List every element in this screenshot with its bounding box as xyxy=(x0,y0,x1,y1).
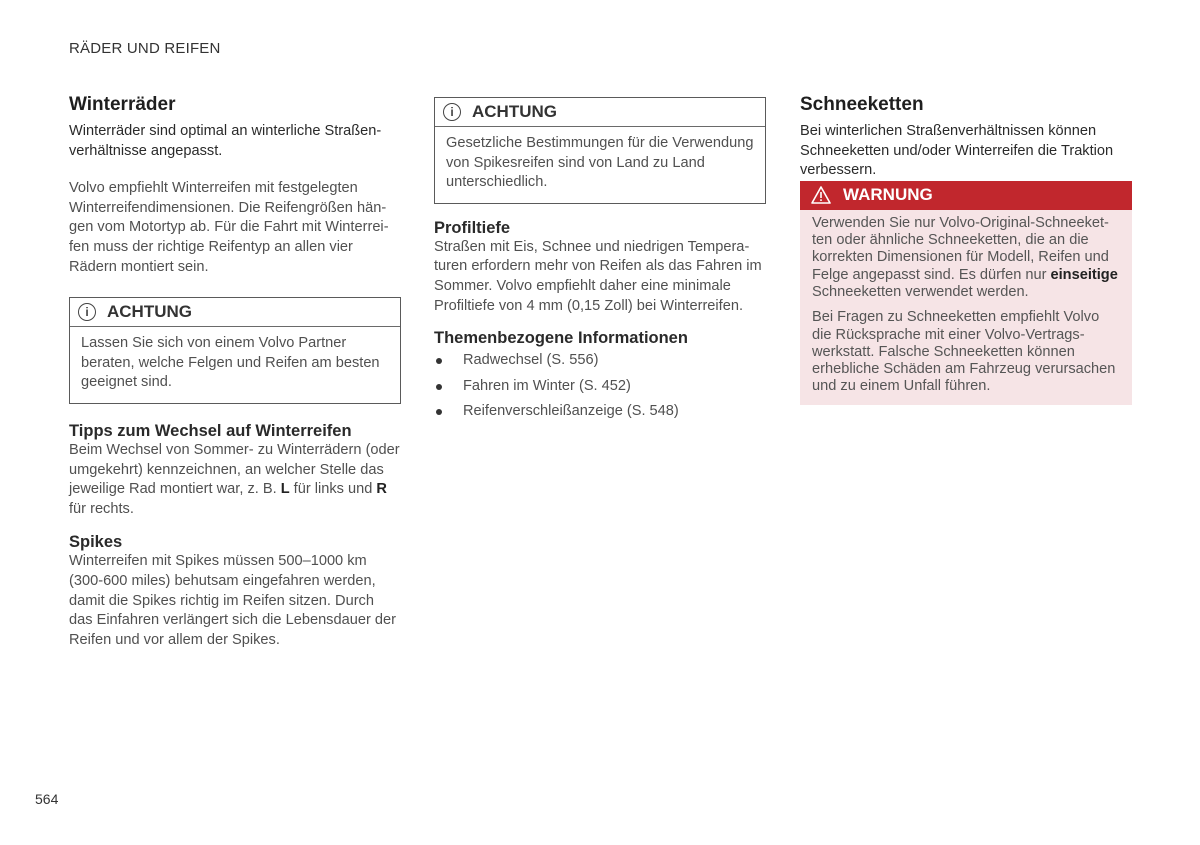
spikes-paragraph: Winterreifen mit Spikes müssen 500–1000 km (300-600 miles) behutsam eingefahren werden, damit die Spikes richtig im Reifen sitzen. Durch das Einfahren verlängert sich die Lebensdauer der Reifen und vor allem der Spikes. xyxy=(69,553,396,648)
achtung-text: Lassen Sie sich von einem Volvo Partner beraten, welche Felgen und Reifen am besten geeignet sind. xyxy=(81,335,380,391)
tipps-text-2: für links und xyxy=(289,481,377,498)
schneeketten-lead: Bei winterlichen Straßenverhältnissen können Schneeketten und/oder Winterreifen die Traktion verbessern. xyxy=(800,123,1114,179)
info-icon: i xyxy=(443,103,461,121)
section-title-schneeketten: Schneeketten xyxy=(800,94,924,115)
tipps-text-1: Beim Wechsel von Sommer- zu Winterrädern (oder umgekehrt) kennzeichnen, an welcher Stelle das jeweilige Rad montiert war, z. B. xyxy=(69,441,400,498)
achtung-box-2 xyxy=(434,97,766,204)
related-link[interactable]: Reifenverschleißanzeige (S. 548) xyxy=(463,403,679,420)
tipps-text-3: für rechts. xyxy=(69,500,134,517)
lead-paragraph: Winterräder sind optimal an winterliche Straßenverhältnisse angepasst. xyxy=(69,123,382,159)
list-item[interactable] xyxy=(434,374,766,400)
related-link[interactable]: Fahren im Winter (S. 452) xyxy=(463,377,631,394)
list-item[interactable] xyxy=(434,399,766,425)
list-item[interactable] xyxy=(434,348,766,374)
warnung-text-a: Verwenden Sie nur Volvo-Original-Schneeketten oder ähnliche Schneeketten, die an die korrekten Dimensionen für Modell, Reifen und Felge angepasst sind. Es dürfen nur xyxy=(812,214,1109,283)
warnung-text-b: Schneeketten verwendet werden. xyxy=(812,283,1029,300)
column-profiltiefe xyxy=(434,97,766,425)
section-title-winterraeder: Winterräder xyxy=(69,94,176,115)
warning-triangle-icon xyxy=(811,186,831,204)
warnung-title: WARNUNG xyxy=(843,185,933,205)
achtung-text-2: Gesetzliche Bestimmungen für die Verwendung von Spikesreifen sind von Land zu Land unterschiedlich. xyxy=(446,135,754,191)
intro-paragraph: Volvo empfiehlt Winterreifen mit festgelegten Winterreifendimensionen. Die Reifengrößen hängen vom Motortyp ab. Für die Fahrt mit Winterreifen muss der richtige Reifentyp an allen vier Rädern montiert sein. xyxy=(69,180,389,275)
column-schneeketten xyxy=(800,94,1132,405)
bullet-icon xyxy=(436,358,442,364)
bullet-icon xyxy=(436,384,442,390)
tipps-paragraph xyxy=(69,441,401,519)
bullet-icon xyxy=(436,409,442,415)
page-number: 564 xyxy=(35,791,59,807)
heading-related: Themenbezogene Informationen xyxy=(434,329,688,348)
related-list xyxy=(434,348,766,425)
heading-spikes: Spikes xyxy=(69,533,123,552)
column-winterraeder xyxy=(69,94,401,650)
warnung-bold: einseitige xyxy=(1050,266,1118,283)
achtung-header-2 xyxy=(435,98,765,127)
tipps-bold-r: R xyxy=(376,481,387,498)
achtung-title: ACHTUNG xyxy=(107,302,192,322)
info-icon: i xyxy=(78,303,96,321)
warnung-header xyxy=(800,181,1132,210)
heading-tipps: Tipps zum Wechsel auf Winterreifen xyxy=(69,421,352,440)
achtung-header xyxy=(70,298,400,327)
tipps-bold-l: L xyxy=(280,481,290,498)
warnung-body xyxy=(800,210,1132,405)
warnung-paragraph-2: Bei Fragen zu Schneeketten empfiehlt Volvo die Rücksprache mit einer Volvo-Vertragswerkstatt. Falsche Schneeketten können erhebliche Schäden am Fahrzeug verursachen und zu einem Unfall führen. xyxy=(812,309,1116,395)
achtung-box xyxy=(69,297,401,404)
heading-profiltiefe: Profiltiefe xyxy=(434,218,511,237)
running-header: RÄDER UND REIFEN xyxy=(69,40,221,57)
achtung-title-2: ACHTUNG xyxy=(472,102,557,121)
profiltiefe-paragraph: Straßen mit Eis, Schnee und niedrigen Temperaturen erfordern mehr von Reifen als das Fahren im Sommer. Volvo empfiehlt daher eine minimale Profiltiefe von 4 mm (0,15 Zoll) bei Winterreifen. xyxy=(434,238,762,314)
warnung-box xyxy=(800,181,1132,405)
related-link[interactable]: Radwechsel (S. 556) xyxy=(463,352,599,369)
warnung-paragraph-1 xyxy=(812,215,1120,301)
